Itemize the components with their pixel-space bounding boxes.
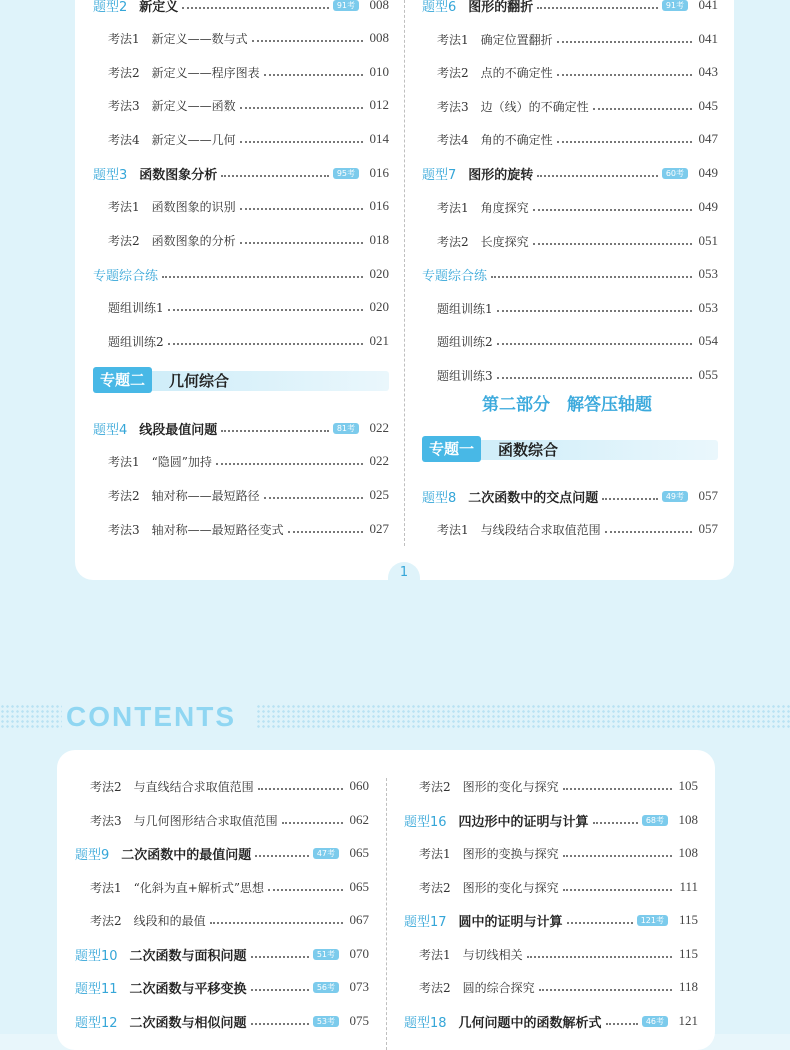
toc-entry-method[interactable]	[404, 943, 698, 965]
leader-dots	[264, 74, 363, 76]
toc-entry-type[interactable]	[93, 417, 389, 439]
column-divider	[404, 0, 405, 546]
type-label: 题型9	[75, 847, 110, 863]
leader-dots	[216, 463, 363, 465]
type-title: 几何问题中的函数解析式	[458, 1015, 602, 1031]
type-title: 四边形中的证明与计算	[458, 814, 589, 830]
method-title: 角的不确定性	[480, 132, 553, 147]
type-label: 题型18	[404, 1015, 447, 1031]
method-title: 线段和的最值	[133, 913, 206, 928]
leader-dots	[567, 922, 633, 924]
method-title: 图形的变化与探究	[462, 880, 559, 895]
type-title: 线段最值问题	[139, 422, 218, 438]
method-label: 考法3	[90, 813, 122, 828]
page-ref: 054	[698, 333, 718, 348]
page-ref: 053	[698, 266, 718, 281]
exam-count-badge: 53考	[313, 1016, 339, 1027]
method-label: 考法3	[437, 99, 469, 114]
exam-count-badge: 46考	[642, 1016, 668, 1027]
topic-title: 函数综合	[498, 441, 559, 459]
type-label: 题型4	[93, 422, 128, 438]
leader-dots	[240, 242, 363, 244]
leader-dots	[563, 855, 672, 857]
toc-entry-type[interactable]	[75, 1010, 369, 1032]
type-label: 题型6	[422, 0, 457, 15]
method-title: 点的不确定性	[480, 65, 553, 80]
toc-entry-type[interactable]	[404, 1010, 698, 1032]
page-ref: 065	[349, 845, 369, 860]
leader-dots	[497, 377, 692, 379]
page-ref: 010	[369, 64, 389, 79]
leader-dots	[251, 1023, 309, 1025]
method-title: “化斜为直+解析式”思想	[133, 880, 264, 895]
page-ref: 067	[349, 912, 369, 927]
drill-title: 题组训练2	[108, 334, 164, 349]
page-ref: 020	[369, 266, 389, 281]
leader-dots	[491, 276, 692, 278]
page-ref: 025	[369, 487, 389, 502]
toc-entry-method[interactable]	[93, 518, 389, 540]
leader-dots	[252, 40, 363, 42]
leader-dots	[563, 889, 672, 891]
toc-entry-method[interactable]	[93, 94, 389, 116]
method-label: 考法2	[90, 779, 122, 794]
topic-tag: 专题二	[93, 367, 152, 393]
toc-entry-method[interactable]	[422, 196, 718, 218]
method-title: 函数图象的识别	[151, 199, 236, 214]
toc-entry-method[interactable]	[422, 230, 718, 252]
method-label: 考法2	[108, 233, 140, 248]
leader-dots	[268, 889, 343, 891]
method-label: 考法2	[437, 234, 469, 249]
page-ref: 045	[698, 98, 718, 113]
leader-dots	[288, 531, 363, 533]
method-title: 角度探究	[480, 200, 529, 215]
column-divider	[386, 778, 387, 1050]
type-title: 二次函数与平移变换	[129, 981, 247, 997]
page-ref: 020	[369, 299, 389, 314]
page-ref: 115	[678, 946, 698, 961]
toc-entry-method[interactable]	[93, 450, 389, 472]
method-title: 新定义——几何	[151, 132, 236, 147]
toc-entry-method[interactable]	[422, 28, 718, 50]
dot-pattern-right	[256, 704, 790, 730]
leader-dots	[533, 243, 692, 245]
leader-dots	[497, 343, 692, 345]
method-label: 考法4	[437, 132, 469, 147]
type-title: 函数图象分析	[139, 167, 218, 183]
toc-entry-type[interactable]	[404, 909, 698, 931]
type-title: 二次函数与相似问题	[129, 1015, 247, 1031]
method-label: 考法1	[90, 880, 122, 895]
leader-dots	[210, 922, 343, 924]
leader-dots	[537, 175, 658, 177]
method-label: 考法1	[108, 454, 140, 469]
toc-entry-method[interactable]	[422, 61, 718, 83]
review-title: 专题综合练	[422, 268, 488, 284]
type-title: 图形的翻折	[468, 0, 534, 15]
leader-dots	[221, 430, 329, 432]
page-ref: 065	[349, 879, 369, 894]
method-label: 考法3	[108, 98, 140, 113]
leader-dots	[255, 855, 309, 857]
toc-entry-drill[interactable]	[422, 297, 718, 319]
page-ref: 018	[369, 232, 389, 247]
exam-count-badge: 68考	[642, 815, 668, 826]
method-title: 与线段结合求取值范围	[480, 522, 601, 537]
method-title: 图形的变换与探究	[462, 846, 559, 861]
type-label: 题型11	[75, 981, 118, 997]
page-ref: 051	[698, 233, 718, 248]
leader-dots	[240, 208, 363, 210]
leader-dots	[251, 956, 309, 958]
exam-count-badge: 56考	[313, 982, 339, 993]
toc-entry-type[interactable]	[93, 0, 389, 16]
leader-dots	[605, 531, 692, 533]
leader-dots	[557, 141, 692, 143]
method-label: 考法4	[108, 132, 140, 147]
toc-entry-method[interactable]	[422, 128, 718, 150]
toc-entry-method[interactable]	[93, 128, 389, 150]
method-title: “隐圆”加持	[151, 454, 212, 469]
method-label: 考法2	[437, 65, 469, 80]
type-label: 题型16	[404, 814, 447, 830]
contents-banner	[0, 700, 790, 734]
exam-count-badge: 91考	[662, 0, 688, 11]
leader-dots	[282, 822, 343, 824]
page-ref: 016	[369, 198, 389, 213]
toc-entry-review[interactable]	[422, 263, 718, 285]
exam-count-badge: 51考	[313, 949, 339, 960]
method-title: 轴对称——最短路径变式	[151, 522, 284, 537]
toc-entry-type[interactable]	[93, 162, 389, 184]
method-title: 长度探究	[480, 234, 529, 249]
exam-count-badge: 81考	[333, 423, 359, 434]
leader-dots	[162, 276, 363, 278]
method-label: 考法1	[437, 522, 469, 537]
exam-count-badge: 121考	[637, 915, 668, 926]
exam-count-badge: 60考	[662, 168, 688, 179]
toc-entry-type[interactable]	[422, 485, 718, 507]
type-title: 圆中的证明与计算	[458, 914, 563, 930]
method-label: 考法2	[108, 488, 140, 503]
type-label: 题型12	[75, 1015, 118, 1031]
leader-dots	[557, 41, 692, 43]
drill-title: 题组训练1	[437, 301, 493, 316]
method-title: 新定义——函数	[151, 98, 236, 113]
toc-left-column	[75, 750, 369, 1050]
page-ref: 121	[678, 1013, 698, 1028]
contents-heading: CONTENTS	[66, 701, 236, 732]
toc-entry-method[interactable]	[404, 876, 698, 898]
topic-header	[93, 370, 389, 392]
method-title: 边（线）的不确定性	[480, 99, 589, 114]
leader-dots	[182, 7, 329, 9]
type-title: 二次函数中的最值问题	[121, 847, 252, 863]
dot-pattern-left	[0, 704, 62, 730]
method-title: 确定位置翻折	[480, 32, 553, 47]
type-label: 题型2	[93, 0, 128, 15]
page-ref: 043	[698, 64, 718, 79]
toc-entry-type[interactable]	[404, 809, 698, 831]
toc-entry-method[interactable]	[422, 95, 718, 117]
page-ref: 049	[698, 165, 718, 180]
toc-entry-method[interactable]	[422, 518, 718, 540]
type-title: 新定义	[139, 0, 179, 15]
leader-dots	[602, 498, 658, 500]
method-label: 考法1	[419, 947, 451, 962]
page-ref: 012	[369, 97, 389, 112]
topic-header	[422, 439, 718, 461]
leader-dots	[264, 497, 363, 499]
page-ref: 027	[369, 521, 389, 536]
type-label: 题型7	[422, 167, 457, 183]
toc-entry-method[interactable]	[93, 229, 389, 251]
toc-right-column	[422, 0, 718, 550]
toc-entry-method[interactable]	[93, 195, 389, 217]
page-ref: 108	[678, 812, 698, 827]
toc-left-column	[93, 0, 389, 550]
method-label: 考法2	[419, 880, 451, 895]
page-ref: 075	[349, 1013, 369, 1028]
leader-dots	[593, 108, 692, 110]
type-title: 图形的旋转	[468, 167, 534, 183]
leader-dots	[557, 74, 692, 76]
toc-entry-method[interactable]	[404, 775, 698, 797]
leader-dots	[240, 107, 363, 109]
toc-entry-method[interactable]	[93, 61, 389, 83]
leader-dots	[563, 788, 672, 790]
page-ref: 008	[369, 30, 389, 45]
toc-entry-method[interactable]	[75, 909, 369, 931]
drill-title: 题组训练3	[437, 368, 493, 383]
page-ref: 108	[678, 845, 698, 860]
toc-right-column	[404, 750, 698, 1050]
method-label: 考法3	[108, 522, 140, 537]
toc-entry-method[interactable]	[75, 775, 369, 797]
page-ref: 041	[698, 0, 718, 12]
toc-entry-method[interactable]	[93, 484, 389, 506]
leader-dots	[497, 310, 692, 312]
topic-title: 几何综合	[169, 372, 230, 390]
method-label: 考法1	[419, 846, 451, 861]
method-title: 函数图象的分析	[151, 233, 236, 248]
toc-entry-method[interactable]	[93, 27, 389, 49]
toc-entry-type[interactable]	[75, 943, 369, 965]
page-ref: 062	[349, 812, 369, 827]
type-title: 二次函数与面积问题	[129, 948, 247, 964]
page-ref: 047	[698, 131, 718, 146]
exam-count-badge: 95考	[333, 168, 359, 179]
toc-entry-review[interactable]	[93, 263, 389, 285]
leader-dots	[258, 788, 343, 790]
toc-entry-method[interactable]	[404, 976, 698, 998]
leader-dots	[527, 956, 672, 958]
page-ref: 014	[369, 131, 389, 146]
type-label: 题型17	[404, 914, 447, 930]
type-label: 题型10	[75, 948, 118, 964]
leader-dots	[606, 1023, 638, 1025]
method-label: 考法2	[419, 779, 451, 794]
type-title: 二次函数中的交点问题	[468, 490, 599, 506]
page-ref: 053	[698, 300, 718, 315]
page-ref: 105	[678, 778, 698, 793]
method-label: 考法2	[90, 913, 122, 928]
leader-dots	[251, 989, 309, 991]
page-ref: 021	[369, 333, 389, 348]
leader-dots	[221, 175, 329, 177]
exam-count-badge: 91考	[333, 0, 359, 11]
method-label: 考法2	[108, 65, 140, 80]
page-ref: 022	[369, 453, 389, 468]
method-title: 与直线结合求取值范围	[133, 779, 254, 794]
method-title: 轴对称——最短路径	[151, 488, 260, 503]
toc-card	[57, 750, 715, 1050]
type-label: 题型3	[93, 167, 128, 183]
method-title: 圆的综合探究	[462, 980, 535, 995]
toc-entry-method[interactable]	[75, 876, 369, 898]
leader-dots	[593, 822, 638, 824]
exam-count-badge: 49考	[662, 491, 688, 502]
method-title: 新定义——数与式	[151, 31, 248, 46]
method-title: 图形的变化与探究	[462, 779, 559, 794]
drill-title: 题组训练1	[108, 300, 164, 315]
drill-title: 题组训练2	[437, 334, 493, 349]
leader-dots	[168, 309, 363, 311]
page-ref: 060	[349, 778, 369, 793]
page-number: 1	[388, 562, 420, 584]
toc-card	[75, 0, 734, 580]
page-ref: 118	[678, 979, 698, 994]
toc-entry-method[interactable]	[75, 809, 369, 831]
method-label: 考法2	[419, 980, 451, 995]
toc-entry-drill[interactable]	[93, 296, 389, 318]
page-ref: 049	[698, 199, 718, 214]
exam-count-badge: 47考	[313, 848, 339, 859]
page-ref: 070	[349, 946, 369, 961]
leader-dots	[533, 209, 692, 211]
page-ref: 016	[369, 165, 389, 180]
topic-tag: 专题一	[422, 436, 481, 462]
method-label: 考法1	[108, 199, 140, 214]
toc-entry-drill[interactable]	[422, 364, 718, 386]
toc-entry-drill[interactable]	[422, 330, 718, 352]
leader-dots	[537, 7, 658, 9]
page-ref: 111	[679, 879, 698, 894]
leader-dots	[168, 343, 363, 345]
method-label: 考法1	[437, 200, 469, 215]
page-ref: 073	[349, 979, 369, 994]
method-label: 考法1	[437, 32, 469, 47]
page-ref: 057	[698, 521, 718, 536]
page-ref: 115	[678, 912, 698, 927]
type-label: 题型8	[422, 490, 457, 506]
page-ref: 008	[369, 0, 389, 12]
review-title: 专题综合练	[93, 268, 159, 284]
toc-entry-method[interactable]	[404, 842, 698, 864]
page-ref: 055	[698, 367, 718, 382]
toc-entry-type[interactable]	[422, 0, 718, 16]
page-ref: 041	[698, 31, 718, 46]
leader-dots	[240, 141, 363, 143]
method-title: 新定义——程序图表	[151, 65, 260, 80]
method-title: 与切线相关	[462, 947, 523, 962]
toc-entry-type[interactable]	[75, 842, 369, 864]
toc-entry-drill[interactable]	[93, 330, 389, 352]
page-ref: 057	[698, 488, 718, 503]
toc-entry-type[interactable]	[422, 162, 718, 184]
method-label: 考法1	[108, 31, 140, 46]
method-title: 与几何图形结合求取值范围	[133, 813, 278, 828]
page-ref: 022	[369, 420, 389, 435]
leader-dots	[539, 989, 672, 991]
toc-page-2	[0, 600, 790, 1034]
part-title: 第二部分 解答压轴题	[482, 395, 652, 415]
toc-entry-type[interactable]	[75, 976, 369, 998]
